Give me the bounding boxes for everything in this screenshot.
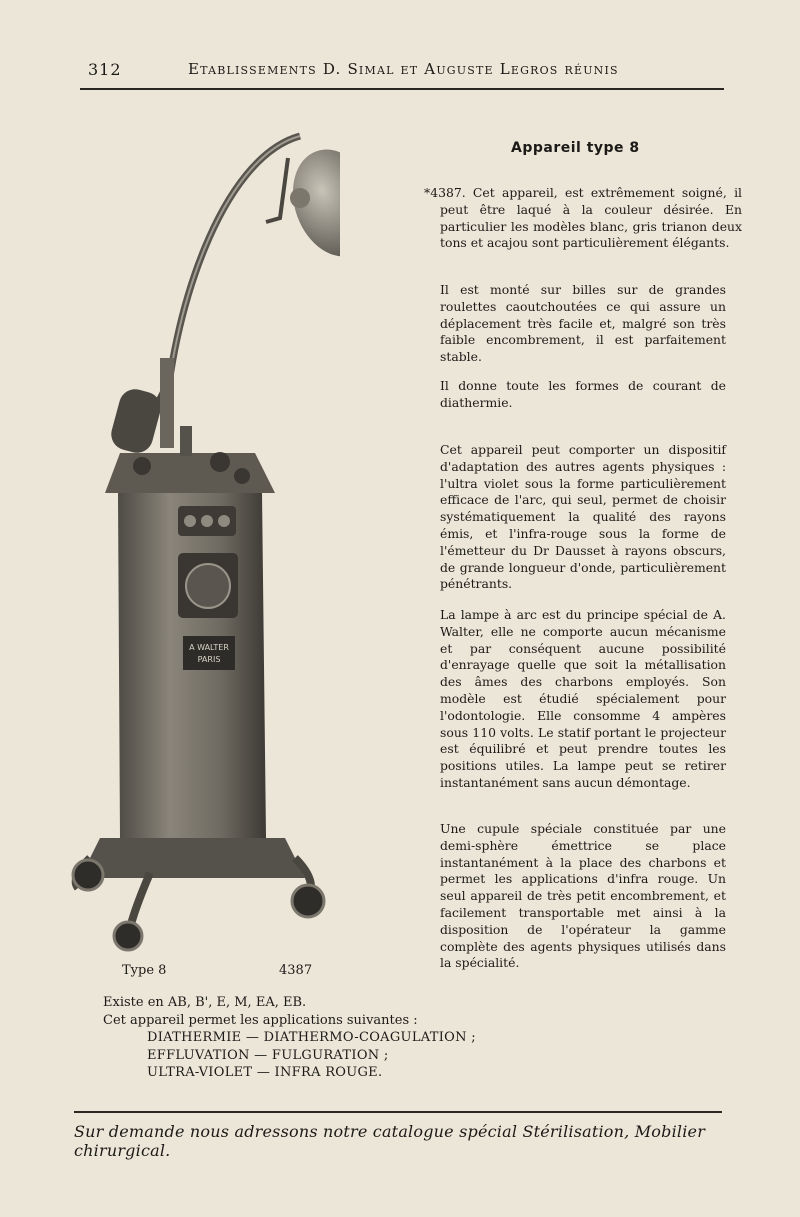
paragraph-5: La lampe à arc est du principe spécial de A. Walter, elle ne comporte aucun mécanisme et par conséquent aucune possibilité d'enrayage quelle que soit la métallisation des âmes des charbons employés. Son modèle est étudié spécialement pour l'odontologie. Elle consomme 4 ampères sous 110 volts. Le statif portant le projecteur est équilibré et peut prendre toutes les positions utiles. La lampe peut se retirer instantanément sans aucun démontage. xyxy=(440,607,726,790)
figure-caption-type: Type 8 xyxy=(122,963,167,978)
figure-caption-number: 4387 xyxy=(279,963,313,978)
variants-line: Existe en AB, B', E, M, EA, EB. xyxy=(103,995,307,1010)
page-number: 312 xyxy=(88,60,122,79)
application-line: ULTRA-VIOLET — INFRA ROUGE. xyxy=(147,1065,383,1080)
application-line: EFFLUVATION — FULGURATION ; xyxy=(147,1047,389,1063)
application-line: DIATHERMIE — DIATHERMO-COAGULATION ; xyxy=(147,1030,476,1045)
availability-block xyxy=(103,994,476,1082)
applications-intro: Cet appareil permet les applications suivantes : xyxy=(103,1012,418,1028)
lamp-head xyxy=(266,138,340,269)
running-header: Etablissements D. Simal et Auguste Legros réunis xyxy=(188,60,619,78)
svg-text:A WALTER: A WALTER xyxy=(189,643,229,652)
header-rule xyxy=(80,88,724,90)
footer-rule xyxy=(74,1111,722,1113)
svg-text:PARIS: PARIS xyxy=(197,655,221,664)
paragraph-2: Il est monté sur billes sur de grandes roulettes caoutchoutées ce qui assure un déplacement très facile et, malgré son très faible encombrement, il est parfaitement stable. xyxy=(440,282,726,365)
paragraph-6: Une cupule spéciale constituée par une demi-sphère émettrice se place instantanément à la place des charbons et permet les applications d'infra rouge. Un seul appareil de très petit encombrement, et facilement transportable met ainsi à la disposition de l'opérateur la gamme complète des agents physiques utilisés dans la spécialité. xyxy=(440,821,726,971)
paragraph-1: *4387. Cet appareil, est extrêmement soigné, il peut être laqué à la couleur désirée. En particulier les modèles blanc, gris trianon deux tons et acajou sont particulièrement élégants. xyxy=(424,185,742,251)
apparatus-illustration xyxy=(70,118,340,978)
paragraph-3: Il donne toute les formes de courant de diathermie. xyxy=(440,378,726,410)
footer-note: Sur demande nous adressons notre catalogue spécial Stérilisation, Mobilier chirurgical. xyxy=(74,1122,706,1160)
paragraph-4: Cet appareil peut comporter un dispositif d'adaptation des autres agents physiques : l'ultra violet sous la forme particulièrement efficace de l'arc, qui seul, permet de choisir systématiquement la qualité des rayons émis, et l'infra-rouge sous la forme de l'émetteur du Dr Dausset à rayons obscurs, de grande longueur d'onde, particulièrement pénétrants. xyxy=(440,442,726,592)
section-title: Appareil type 8 xyxy=(511,140,640,156)
